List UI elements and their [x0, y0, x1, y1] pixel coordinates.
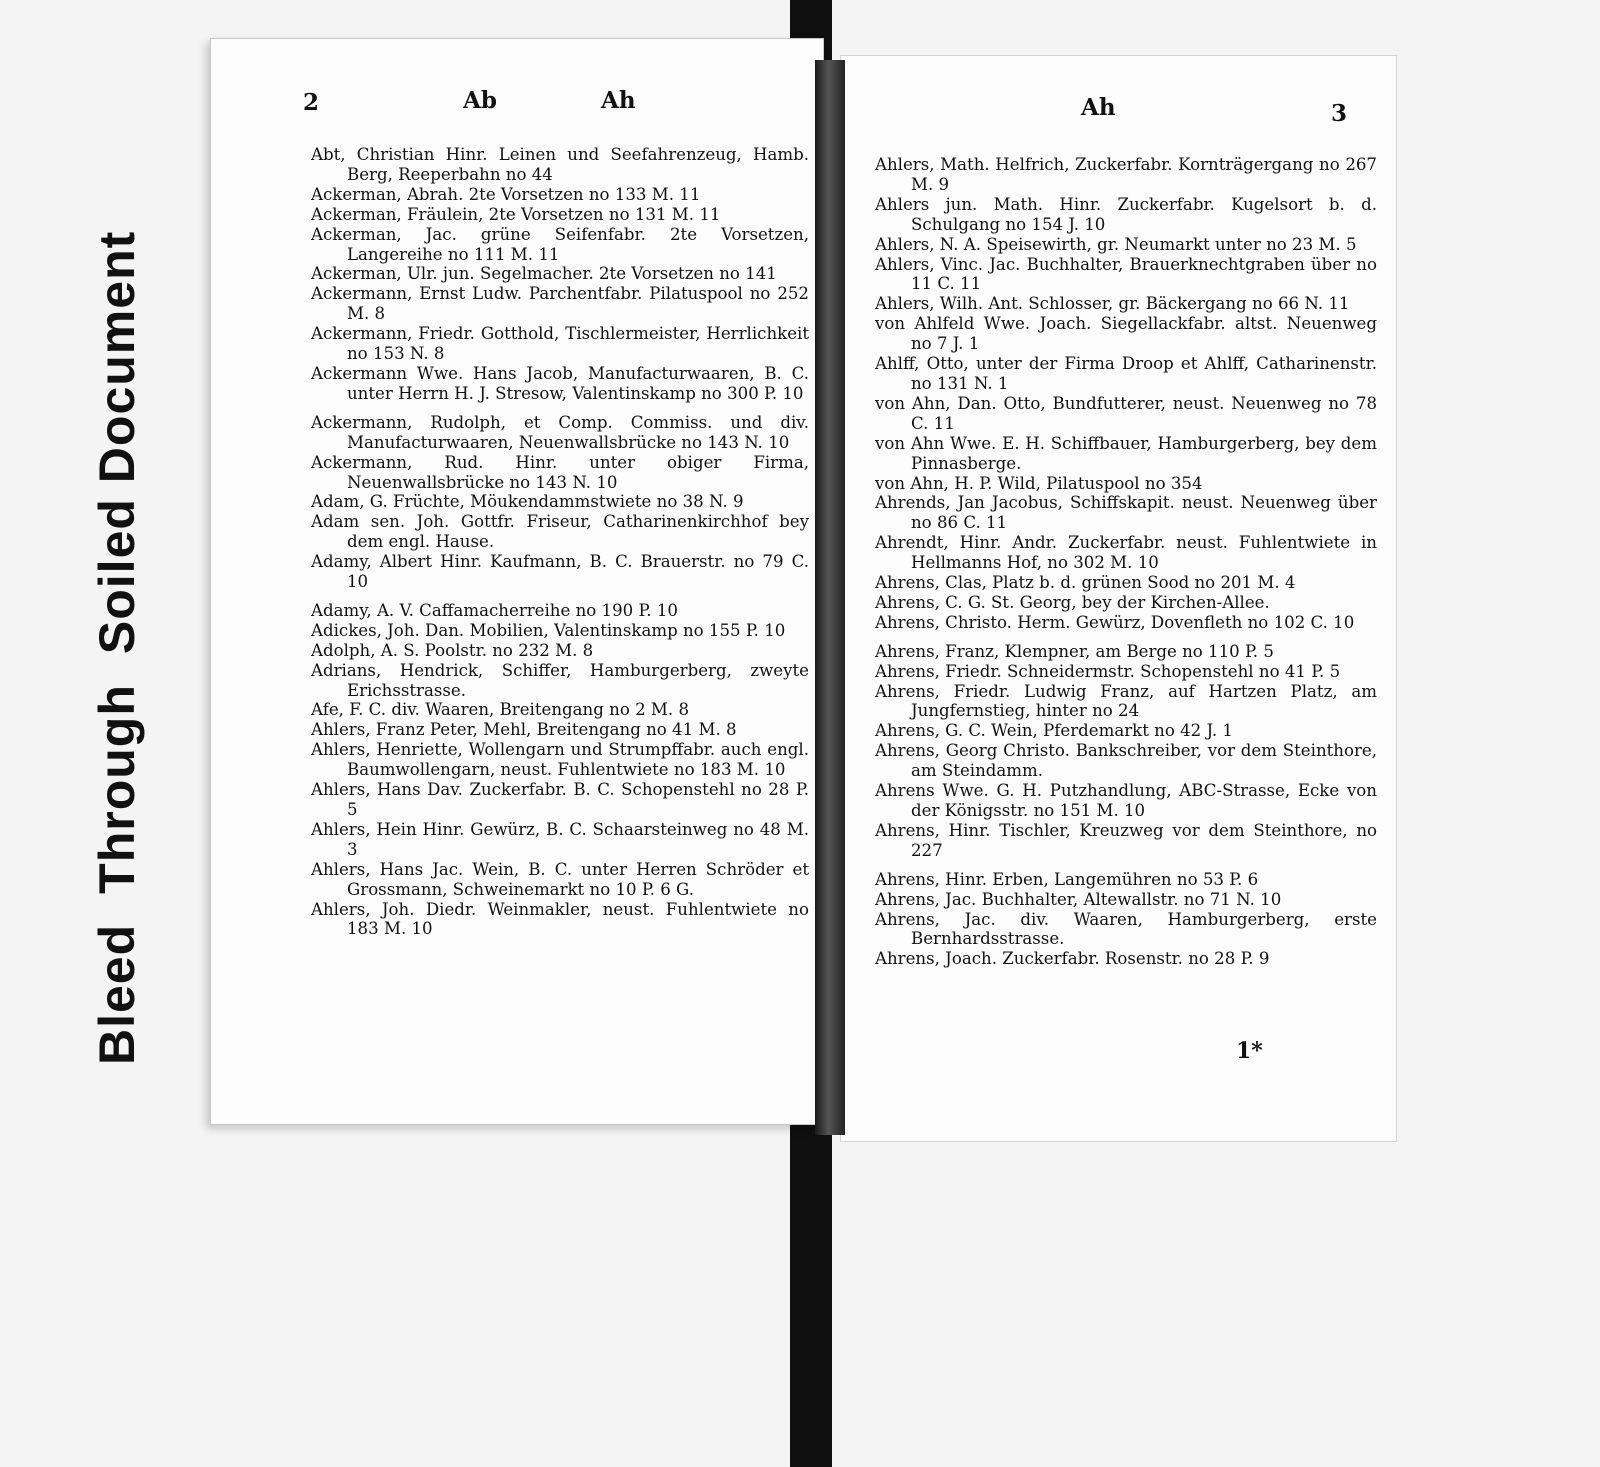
directory-entry: Ahrens, Georg Christo. Bankschreiber, vor dem Steinthore, am Steindamm.: [875, 741, 1377, 781]
directory-entry: Ahrens, Clas, Platz b. d. grünen Sood no 201 M. 4: [875, 573, 1296, 593]
label-word-through: Through: [89, 684, 145, 894]
directory-entry: Ackerman, Abrah. 2te Vorsetzen no 133 M. 11: [311, 184, 701, 204]
directory-entry: Ackermann, Friedr. Gotthold, Tischlermeister, Herrlichkeit no 153 N. 8: [311, 324, 809, 364]
directory-entry: Ahlers, Wilh. Ant. Schlosser, gr. Bäckergang no 66 N. 11: [875, 294, 1350, 314]
directory-entry: Adam, G. Früchte, Möukendammstwiete no 38 N. 9: [311, 492, 744, 512]
left-header-ab: Ab: [463, 87, 497, 114]
directory-entry: Adrians, Hendrick, Schiffer, Hamburgerberg, zweyte Erichsstrasse.: [311, 660, 809, 700]
directory-entry: Ahlers, Joh. Diedr. Weinmakler, neust. Fuhlentwiete no 183 M. 10: [311, 899, 809, 939]
right-page-number: 3: [1331, 100, 1348, 127]
directory-entry: Ahrens, Franz, Klempner, am Berge no 110 P. 5: [875, 641, 1274, 661]
directory-entry: Ahrens Wwe. G. H. Putzhandlung, ABC-Strasse, Ecke von der Königsstr. no 151 M. 10: [875, 781, 1377, 820]
directory-entry: von Ahn, H. P. Wild, Pilatuspool no 354: [875, 473, 1203, 493]
directory-entry: Ahrens, Joach. Zuckerfabr. Rosenstr. no 28 P. 9: [875, 949, 1270, 969]
document-condition-label: [88, 231, 146, 1065]
directory-entry: Ahrens, Jac. Buchhalter, Altewallstr. no 71 N. 10: [875, 889, 1282, 909]
directory-entry: Ackermann, Ernst Ludw. Parchentfabr. Pilatuspool no 252 M. 8: [311, 284, 809, 324]
directory-entry: Ackermann Wwe. Hans Jacob, Manufacturwaaren, B. C. unter Herrn H. J. Stresow, Valentinskamp no 300 P. 10: [311, 363, 809, 403]
directory-entry: von Ahn Wwe. E. H. Schiffbauer, Hamburgerberg, bey dem Pinnasberge.: [875, 433, 1377, 473]
left-header-ah: Ah: [601, 87, 636, 114]
directory-entry: Ahlers, N. A. Speisewirth, gr. Neumarkt unter no 23 M. 5: [875, 234, 1357, 254]
directory-entry: Adam sen. Joh. Gottfr. Friseur, Catharinenkirchhof bey dem engl. Hause.: [311, 512, 809, 552]
directory-entry: Ahlers jun. Math. Hinr. Zuckerfabr. Kugelsort b. d. Schulgang no 154 J. 10: [875, 194, 1377, 234]
directory-entry: Abt, Christian Hinr. Leinen und Seefahrenzeug, Hamb. Berg, Reeperbahn no 44: [311, 145, 809, 184]
directory-entry: Ahrends, Jan Jacobus, Schiffskapit. neust. Neuenweg über no 86 C. 11: [875, 493, 1377, 533]
label-word-bleed: Bleed: [89, 923, 145, 1065]
directory-entry: Ahlers, Vinc. Jac. Buchhalter, Brauerknechtgraben über no 11 C. 11: [875, 254, 1377, 294]
directory-entry: von Ahn, Dan. Otto, Bundfutterer, neust. Neuenweg no 78 C. 11: [875, 393, 1377, 433]
directory-entry: Ahlers, Hein Hinr. Gewürz, B. C. Schaarsteinweg no 48 M. 3: [311, 819, 809, 859]
label-word-soiled-document: Soiled Document: [89, 230, 145, 655]
directory-entry: von Ahlfeld Wwe. Joach. Siegellackfabr. altst. Neuenweg no 7 J. 1: [875, 314, 1377, 354]
directory-entry: Adamy, Albert Hinr. Kaufmann, B. C. Brauerstr. no 79 C. 10: [311, 552, 809, 592]
directory-entry: Adickes, Joh. Dan. Mobilien, Valentinskamp no 155 P. 10: [311, 620, 786, 640]
directory-entry: Adolph, A. S. Poolstr. no 232 M. 8: [311, 640, 594, 660]
directory-entry: Ackermann, Rud. Hinr. unter obiger Firma, Neuenwallsbrücke no 143 N. 10: [311, 452, 809, 492]
left-page: [210, 38, 824, 1125]
left-page-number: 2: [303, 89, 320, 116]
left-entry-list: [311, 145, 809, 939]
directory-entry: Ahlers, Henriette, Wollengarn und Strumpffabr. auch engl. Baumwollengarn, neust. Fuhlentwiete no 183 M. 10: [311, 740, 809, 780]
directory-entry: Ackermann, Rudolph, et Comp. Commiss. und div. Manufacturwaaren, Neuenwallsbrücke no 143 N. 10: [311, 412, 809, 452]
directory-entry: Ahlers, Hans Dav. Zuckerfabr. B. C. Schopenstehl no 28 P. 5: [311, 780, 809, 819]
directory-entry: Ahrens, Hinr. Erben, Langemühren no 53 P. 6: [875, 869, 1259, 889]
directory-entry: Ahlers, Franz Peter, Mehl, Breitengang no 41 M. 8: [311, 720, 737, 740]
directory-entry: Afe, F. C. div. Waaren, Breitengang no 2 M. 8: [311, 700, 690, 720]
directory-entry: Ackerman, Fräulein, 2te Vorsetzen no 131 M. 11: [311, 204, 721, 224]
directory-entry: Ahlers, Hans Jac. Wein, B. C. unter Herren Schröder et Grossmann, Schweinemarkt no 10 P. 6 G.: [311, 859, 809, 899]
directory-entry: Ahrens, G. C. Wein, Pferdemarkt no 42 J. 1: [875, 721, 1233, 741]
directory-entry: Ahrens, Jac. div. Waaren, Hamburgerberg, erste Bernhardsstrasse.: [875, 909, 1377, 949]
directory-entry: Ahlff, Otto, unter der Firma Droop et Ahlff, Catharinenstr. no 131 N. 1: [875, 354, 1377, 393]
binding-strip-bottom: [790, 1125, 832, 1467]
directory-entry: Ahrendt, Hinr. Andr. Zuckerfabr. neust. Fuhlentwiete in Hellmanns Hof, no 302 M. 10: [875, 533, 1377, 573]
directory-entry: Ahrens, Friedr. Schneidermstr. Schopenstehl no 41 P. 5: [875, 661, 1341, 681]
directory-entry: Ahlers, Math. Helfrich, Zuckerfabr. Kornträgergang no 267 M. 9: [875, 155, 1377, 194]
right-entry-list: [875, 155, 1377, 969]
directory-entry: Ahrens, Friedr. Ludwig Franz, auf Hartzen Platz, am Jungfernstieg, hinter no 24: [875, 681, 1377, 721]
directory-entry: Ahrens, Hinr. Tischler, Kreuzweg vor dem Steinthore, no 227: [875, 820, 1377, 860]
book-gutter: [815, 60, 845, 1135]
signature-mark: 1*: [1236, 1038, 1263, 1064]
directory-entry: Ahrens, Christo. Herm. Gewürz, Dovenfleth no 102 C. 10: [875, 612, 1355, 632]
directory-entry: Ackerman, Jac. grüne Seifenfabr. 2te Vorsetzen, Langereihe no 111 M. 11: [311, 224, 809, 264]
right-header-ah: Ah: [1081, 94, 1116, 121]
directory-entry: Adamy, A. V. Caffamacherreihe no 190 P. 10: [311, 600, 678, 620]
directory-entry: Ackerman, Ulr. jun. Segelmacher. 2te Vorsetzen no 141: [311, 264, 777, 284]
right-page: [840, 55, 1397, 1142]
directory-entry: Ahrens, C. G. St. Georg, bey der Kirchen-Allee.: [875, 592, 1270, 612]
